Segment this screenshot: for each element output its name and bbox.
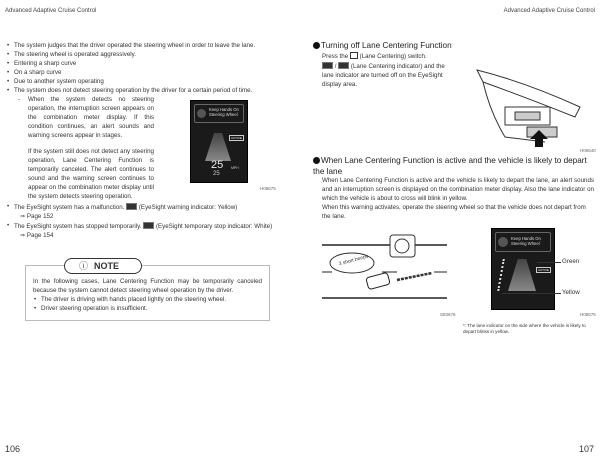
info-icon: ⓘ [79, 261, 89, 271]
list-item: • The EyeSight system has a malfunction. (EyeSight warning indicator: Yellow) [6, 203, 291, 213]
list-item: • The steering wheel is operated aggressively. [6, 51, 291, 60]
right-running-header: Advanced Adaptive Cruise Control [503, 8, 595, 14]
lane-centering-indicator-icon [322, 62, 333, 69]
beeps-label: 3 short beeps [338, 253, 369, 268]
steering-wheel-icon [197, 109, 206, 118]
lane-indicator-yellow [497, 259, 507, 291]
list-item: • Driver steering operation is insufficient. [33, 305, 262, 314]
green-callout: Green [562, 258, 580, 265]
figure-code: H08676 [580, 312, 596, 317]
list-item: • Due to another system operating [6, 78, 291, 87]
active-badge: ACTIVE [231, 136, 242, 140]
lane-centering-indicator-icon [338, 62, 349, 69]
active-badge: ACTIVE [538, 268, 549, 272]
note-box [25, 261, 270, 321]
meter-display-image [491, 228, 555, 310]
page-number: 106 [5, 444, 21, 454]
yellow-callout: Yellow [562, 289, 580, 296]
section-heading: When Lane Centering Function is active and the vehicle is likely to depart the lane [313, 156, 587, 176]
section2-para: When Lane Centering Function is active and the vehicle is likely to depart the lane, an alert sounds and an interruption screen is displayed on the combination meter display. Also the lane indicator on which the vehicle is about to cross will blink in yellow. [322, 177, 594, 202]
speed-readout: 25 [211, 159, 224, 171]
left-running-header: Advanced Adaptive Cruise Control [5, 8, 97, 14]
lane-departure-diagram [322, 230, 452, 305]
page-link[interactable]: ⇒ Page 154 [20, 231, 54, 239]
lane-centering-switch-icon [350, 52, 358, 59]
page-number: 107 [578, 444, 594, 454]
indicator-list [6, 203, 291, 241]
sub-text-2: If the system still does not detect any steering operation, Lane Centering Function is temporarily canceled. The alert continues to sound and the warning screen continues to appear on the combination meter display until the system detects steering operation. [28, 148, 154, 200]
steering-wheel-switch-image [475, 62, 590, 147]
list-item: • The driver is driving with hands placed lightly on the steering wheel. [33, 296, 262, 305]
display-message: Keep Hands On Steering Wheel [209, 107, 239, 118]
display-message: Keep Hands On Steering Wheel [511, 236, 541, 247]
steering-wheel-icon [498, 237, 508, 247]
speed-unit: MPH [231, 166, 239, 170]
list-item: • The EyeSight system has stopped temporarily. (EyeSight temporary stop indicator: White) [6, 222, 291, 232]
eyesight-warning-icon [126, 203, 137, 210]
list-item: • On a sharp curve [6, 69, 291, 78]
section-heading: Turning off Lane Centering Function [313, 41, 452, 52]
condition-list [6, 42, 291, 96]
footnote: *: The lane indicator on the side where the vehicle is likely to depart blinks in yellow. [463, 323, 586, 334]
sub-paragraph: - When the system detects no steering operation, the interruption screen appears on the combination meter display. If this condition continues, an alert sounds and warning screens appear in stages. [18, 96, 154, 139]
note-label: ⓘ NOTE [64, 258, 142, 274]
figure-code: H06540 [580, 148, 596, 153]
meter-display-image [190, 100, 248, 183]
section1-text: Press the (Lane Centering) switch. / (Lane Centering indicator) and the lane indicator are turned off on the EyeSight display area. [322, 53, 445, 88]
figure-code: H08675 [260, 186, 276, 191]
page-link[interactable]: ⇒ Page 152 [20, 212, 54, 220]
figure-code: S83676 [440, 312, 456, 317]
set-speed: 25 [213, 171, 220, 177]
sub-text-1: When the system detects no steering operation, the interruption screen appears on the combination meter display. If this condition continues, an alert sounds and warning screens appear in stages. [28, 96, 154, 139]
list-item: • The system does not detect steering operation by the driver for a certain period of time. [6, 87, 291, 96]
note-text: In the following cases, Lane Centering Function may be temporarily canceled because the system cannot detect steering wheel operation by the driver. [33, 278, 262, 294]
list-item: • Entering a sharp curve [6, 60, 291, 69]
list-item: • The system judges that the driver operated the steering wheel in order to leave the lane. [6, 42, 291, 51]
eyesight-stop-icon [143, 222, 154, 229]
section2-para: When this warning activates, operate the steering wheel so that the vehicle does not depart from the lane. [322, 204, 586, 220]
